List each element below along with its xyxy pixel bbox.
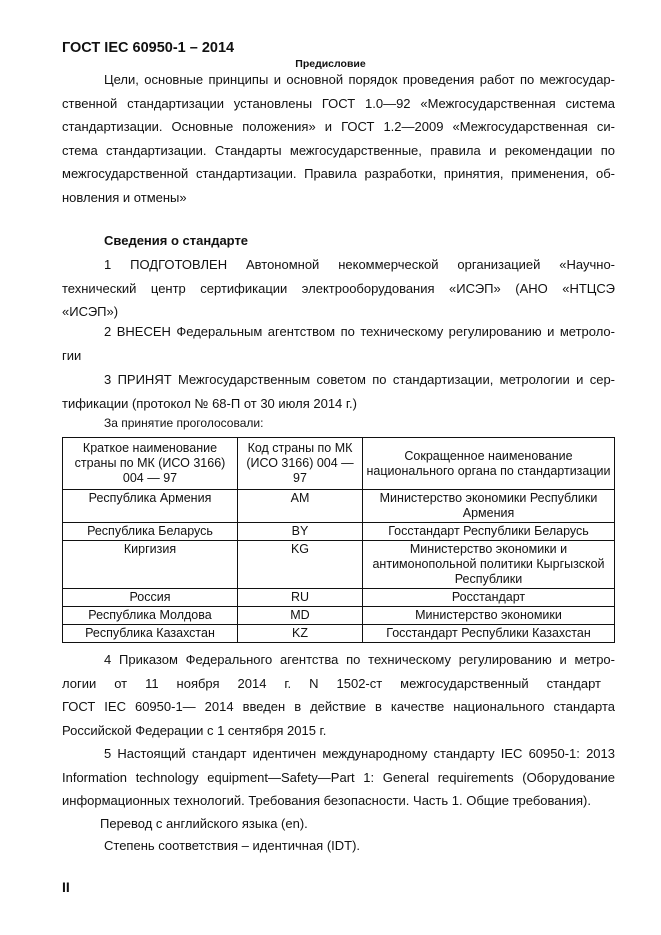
foreword-line: межгосударственной стандартизации. Правила разработки, принятия, применения, об- (62, 166, 615, 181)
foreword-title: Предисловие (295, 58, 366, 70)
table-row (63, 541, 615, 589)
cell-country: Киргизия (63, 541, 238, 589)
item-3 (62, 368, 615, 415)
cell-code: AM (238, 490, 363, 523)
foreword-line: стема стандартизации. Стандарты межгосударственные, правила и рекомендации по (62, 142, 615, 158)
table-row (63, 625, 615, 643)
item-line: 2 ВНЕСЕН Федеральным агентством по техническому регулированию и метроло- (104, 324, 615, 339)
cell-country: Республика Беларусь (63, 523, 238, 541)
column-header-code: Код страны по МК (ИСО 3166) 004 — 97 (238, 438, 363, 490)
item-line: Российской Федерации с 1 сентября 2015 г. (62, 722, 327, 738)
cell-body: Министерство экономики Республики Армения (363, 490, 615, 523)
cell-code: BY (238, 523, 363, 541)
voted-label: За принятие проголосовали: (104, 416, 264, 430)
cell-body: Госстандарт Республики Беларусь (363, 523, 615, 541)
item-line: тификации (протокол № 68-П от 30 июля 2014 г.) (62, 395, 357, 411)
cell-country: Республика Молдова (63, 607, 238, 625)
cell-country: Республика Казахстан (63, 625, 238, 643)
foreword-text (62, 68, 615, 209)
table-row (63, 589, 615, 607)
cell-body: Министерство экономики (363, 607, 615, 625)
cell-code: KZ (238, 625, 363, 643)
foreword-line: ственной стандартизации установлены ГОСТ 1.0—92 «Межгосударственная система (62, 95, 615, 111)
cell-body: Росстандарт (363, 589, 615, 607)
item-line: ГОСТ IEC 60950-1— 2014 введен в действие в качестве национального стандарта (62, 699, 615, 714)
column-header-country: Краткое наименование страны по МК (ИСО 3166) 004 — 97 (63, 438, 238, 490)
cell-code: KG (238, 541, 363, 589)
item-1 (62, 253, 615, 324)
cell-body: Министерство экономики и антимонопольной политики Кыргызской Республики (363, 541, 615, 589)
cell-code: MD (238, 607, 363, 625)
table-header-row (63, 438, 615, 490)
item-line: 5 Настоящий стандарт идентичен международному стандарту IEC 60950-1: 2013 (104, 746, 615, 761)
table-row (63, 523, 615, 541)
section-title: Сведения о стандарте (104, 233, 249, 248)
cell-country: Россия (63, 589, 238, 607)
table-row (63, 490, 615, 523)
foreword-line: Цели, основные принципы и основной порядок проведения работ по межгосудар- (104, 72, 615, 87)
cell-body: Госстандарт Республики Казахстан (363, 625, 615, 643)
foreword-line: новления и отмены» (62, 189, 187, 205)
doc-code: ГОСТ IEC 60950-1 – 2014 (62, 40, 235, 56)
item-line: технический центр сертификации электрооборудования «ИСЭП» (АНО «НТЦСЭ (62, 280, 615, 296)
page-number: II (62, 879, 70, 895)
item-line: гии (62, 347, 82, 363)
translation-note: Перевод с английского языка (en). (100, 816, 308, 831)
item-5 (62, 742, 615, 813)
conformity-note: Степень соответствия – идентичная (IDT). (104, 838, 361, 853)
item-line: 4 Приказом Федерального агентства по техническому регулированию и метро- (104, 652, 615, 667)
item-line: 1 ПОДГОТОВЛЕН Автономной некоммерческой организацией «Научно- (104, 257, 615, 272)
item-line: информационных технологий. Требования безопасности. Часть 1. Общие требования). (62, 793, 591, 808)
item-4 (62, 648, 615, 742)
cell-country: Республика Армения (63, 490, 238, 523)
cell-code: RU (238, 589, 363, 607)
item-line: 3 ПРИНЯТ Межгосударственным советом по стандартизации, метрологии и сер- (104, 372, 615, 387)
item-2 (62, 320, 615, 367)
item-line: Information technology equipment—Safety—Part 1: General requirements (Оборудование (62, 769, 615, 785)
item-line: «ИСЭП») (62, 304, 119, 319)
column-header-body: Сокращенное наименование национального органа по стандартизации (363, 438, 615, 490)
item-line: логии от 11 ноября 2014 г. N 1502-ст межгосударственный стандарт (62, 675, 601, 691)
foreword-line: стандартизации. Основные положения» и ГОСТ 1.2—2009 «Межгосударственная си- (62, 119, 615, 134)
voting-table (62, 437, 615, 643)
table-row (63, 607, 615, 625)
